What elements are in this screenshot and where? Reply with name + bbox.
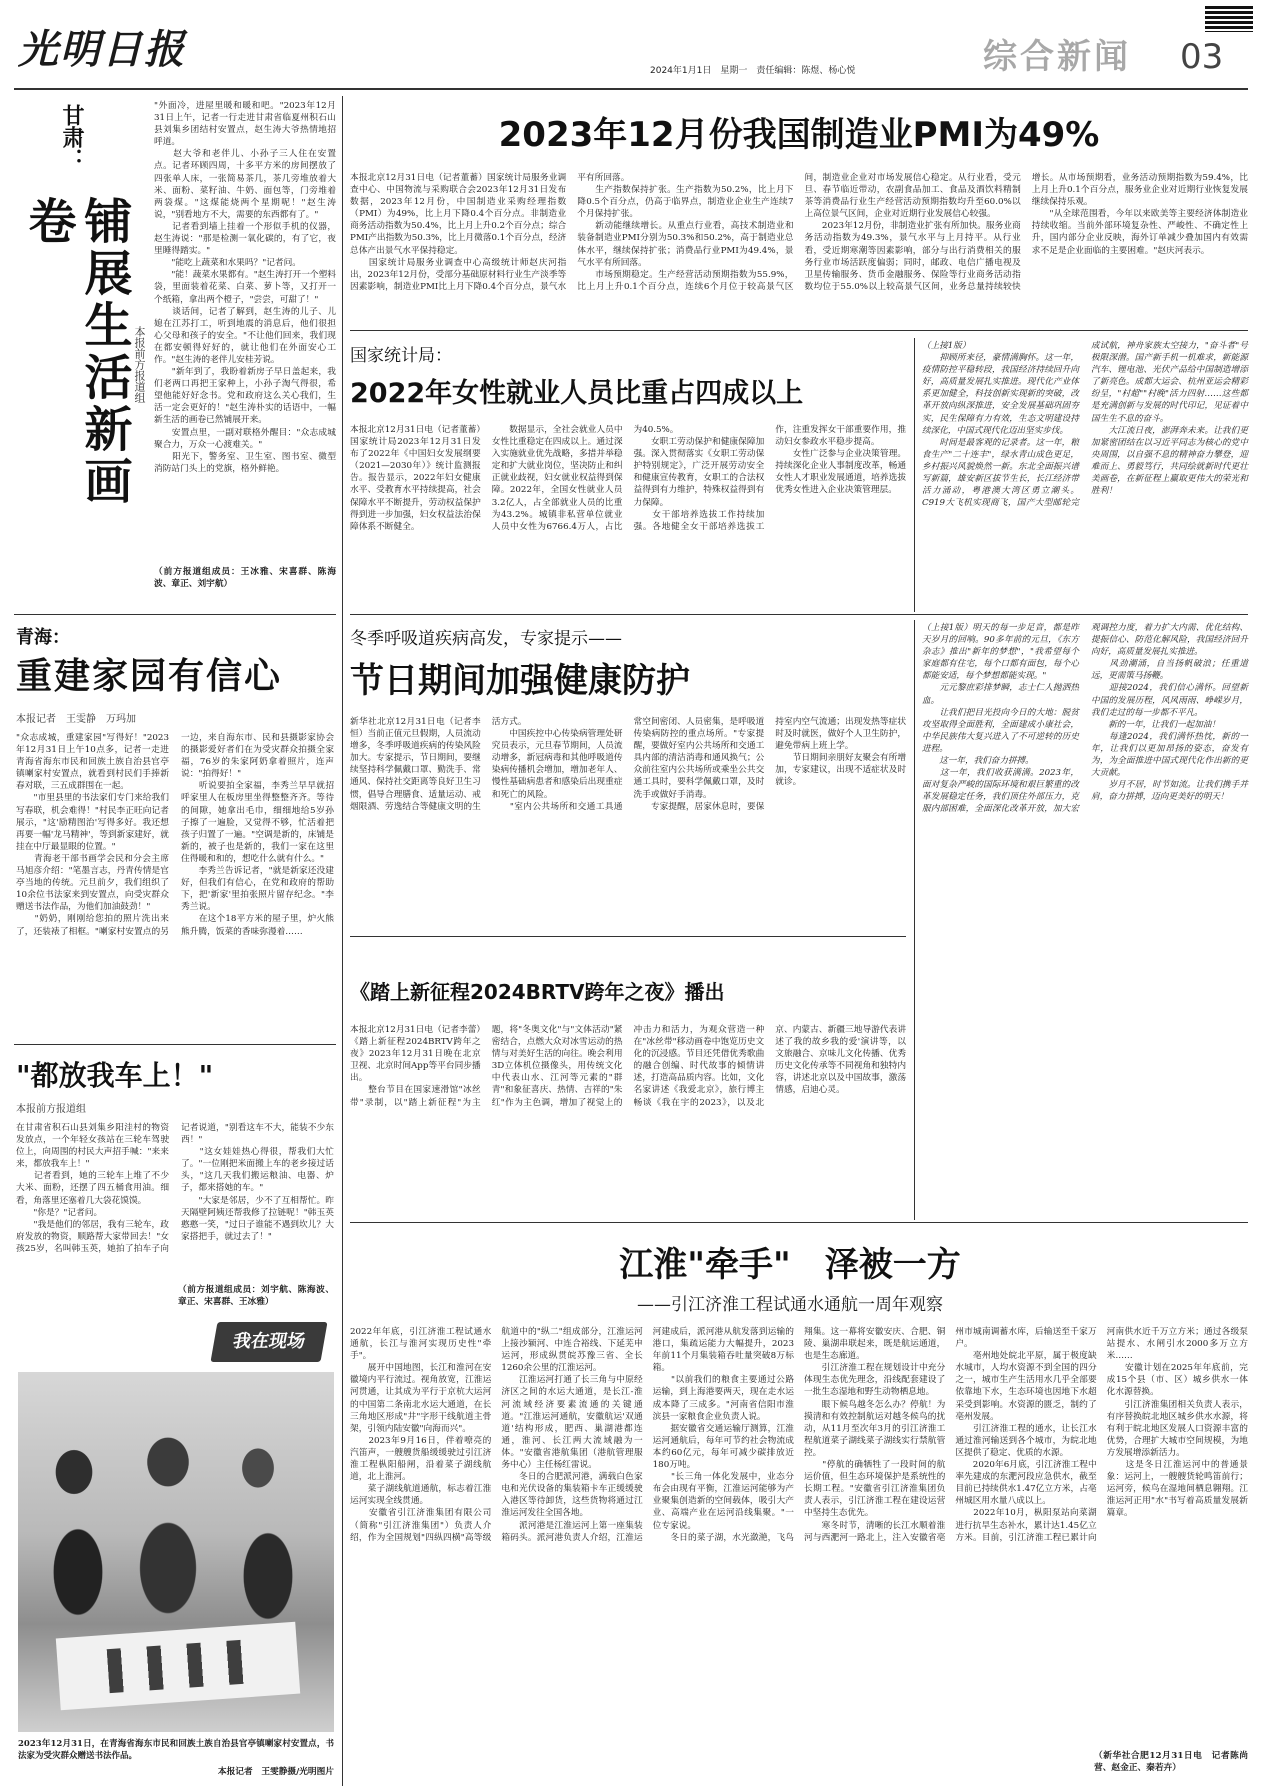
women-kicker: 国家统计局： bbox=[350, 346, 452, 366]
gansu-headline: 铺展生活新画卷 bbox=[20, 196, 132, 508]
main-divider-4 bbox=[350, 1222, 1248, 1223]
gansu-region-label: 甘肃： bbox=[59, 104, 84, 170]
bus-article bbox=[14, 1050, 336, 1320]
vertical-divider-left bbox=[342, 96, 343, 1786]
bus-byline: 本报前方报道组 bbox=[16, 1104, 86, 1115]
editorial-body: （上接1版） 抑顾所来径，豪情满胸怀。这一年，疫情防控平稳转段，我国经济持续回升向好，高质量发展扎实推进。现代化产业体系更加健全，科技创新实现新的突破，改革开放向纵深推进，安全发展基础巩固夯实，民生保障有力有效，生态文明建设持续深化，中国式现代化迈出坚实步伐。 时间是最客观的记录者。这一年，粮食生产"二十连丰"，绿水青山成色更足，乡村振兴风貌焕然一新。东北全面振兴谱写新篇，雄安新区拔节生长，长江经济带活力涌动，粤港澳大湾区勇立潮头。C919大飞机实现商飞，国产大型邮轮完成试航，神舟家族太空接力，"奋斗者"号极限深潜。国产新手机一机难求，新能源汽车、锂电池、光伏产品给中国制造增添了新亮色。成都大运会、杭州亚运会精彩纷呈，"村超""村晚"活力四射……这些都是充满创新与发展的时代印记，见证着中国生生不息的奋斗。 大江流日夜，澎湃奔未来。让我们更加紧密团结在以习近平同志为核心的党中央周围，以自强不息的精神奋力攀登，迎难而上、勇毅笃行，共同绘就新时代更壮美画卷，在新征程上赢取更伟大的荣光和胜利！ bbox=[922, 341, 1248, 509]
qinghai-headline: 重建家园有信心 bbox=[16, 656, 283, 697]
editorial-divider-v1 bbox=[914, 338, 915, 612]
newspaper-logo: 光明日报 bbox=[18, 26, 186, 73]
gansu-credit: （前方报道组成员：王冰雅、宋喜群、陈海波、章正、刘宇航） bbox=[154, 567, 336, 590]
qinghai-body: "众志成城，重建家园"写得好！"2023年12月31日上午10点多，记者一走进青海省海东市民和回族土族自治县官亭镇喇家村安置点，就看到村民们手捧新春对联，三五成群围在一起。 "市里县里的书法家们专门来给我们写春联，机会难得！"村民李正旺向记者展示，"这'励精图治'写得多好。我还想再要一幅'龙马精神'，等到新家建好，就挂在中厅最显眼的位置。" 青海老干部书画学会民和分会主席马旭彦介绍："笔墨言志，丹青传情是官亭当地的传统。元旦前夕，我们组织了10余位书法家来到安置点，向受灾群众赠送书法作品，为他们加油鼓劲！" "奶奶，刚刚给您拍的照片洗出来了，还装裱了相框。"喇家村安置点的另一边，来自海东市、民和县摄影家协会的摄影爱好者们在为受灾群众拍摄全家福，76岁的朱家阿奶拿着照片，连声说："拍得好！" 听说要拍全家福，李秀兰早早就招呼家里人在板房里坐得整整齐齐。等待的间隙，她拿出毛巾，细细地给5岁孙子擦了一遍脸，又觉得不够，忙活着把孩子归置了一遍。"空调是新的，床铺是新的，被子也是新的，我们一家在这里住得暖和和的，想吃什么就有什么。" 李秀兰告诉记者，"就是新家还没建好，但我们有信心，在党和政府的帮助下，把'新家'里拍张照片留存纪念。"李秀兰说。 在这个18平方米的屋子里，炉火熊熊升腾，饭菜的香味弥漫着…… bbox=[16, 733, 334, 937]
gansu-byline: 本报前方报道组 bbox=[133, 326, 146, 403]
editorial-divider-v2 bbox=[914, 620, 915, 1220]
gala-body: 本报北京12月31日电（记者李蕾）《踏上新征程2024BRTV跨年之夜》2023年12月31日晚在北京卫视、北京时间App等平台同步播出。 整台节目在国家速滑馆"冰丝带"录制，以"踏上新征程"为主题，将"冬奥文化"与"文体活动"紧密结合，点燃大众对冰雪运动的热情与对美好生活的向往。晚会利用3D立体机位摄像头，用传统文化中代表山水、江河等元素的"群青"和象征喜庆、热情、吉祥的"朱红"作为主色调，增加了视觉上的冲击力和活力，为观众营造一种在"冰丝带"移动画卷中饱览历史文化的沉浸感。节目还凭借优秀歌曲的融合创编、时代故事的倾情讲述，打造高品质内容。比如，文化名家讲述《我爱北京》，旅行博主畅谈《我在宇的2023》，以及北京、内蒙古、新疆三地导游代表讲述了我的故乡我的爱'演讲等，以文旅融合、京味儿文化传播、优秀历史文化传承等不同视角和独特内容，讲述北京以及中国故事，激荡情感，启迪心灵。 bbox=[350, 1025, 906, 1108]
gansu-article bbox=[14, 96, 336, 608]
gansu-body: "外面冷，进屋里暖和暖和吧。"2023年12月31日上午，记者一行走进甘肃省临夏州积石山县刘集乡团结村安置点，赵生涛大爷热情地招呼道。 赵大爷和老伴儿、小孙子三人住在安置点。记者环顾四周，十多平方米的房间摆放了四张单人床，一张简易茶几，茶几旁堆放着大米、面粉、菜籽油、牛奶、面包等，门旁堆着两袋煤。"这煤能烧两个星期呢！"赵生涛说，"别看地方不大，需要的东西都有了。" 记者看到墙上挂着一个形似手机的仪器，赵生涛说："那是检测一氧化碳的，有了它，夜里睡得踏实。" "能吃上蔬菜和水果吗？"记者问。 "能！蔬菜水果都有。"赵生涛打开一个塑料袋，里面装着花菜、白菜、萝卜等，又打开一个纸箱，拿出两个橙子，"尝尝，可甜了！" 谈话间，记者了解到，赵生涛的儿子、儿媳在江苏打工，听到地震的消息后，他们很担心父母和孩子的安全。"不让他们回来，我们现在都安顿得好好的，就让他们在外面安心工作。"赵生涛的老伴儿安桂芳说。 "新年到了，我盼着新房子早日盖起来，我们老两口再把王家种上，小孙子淘气得很，希望他能好好念书。党和政府这么关心我们，生活一定会更好的！"赵生涛朴实的话语中，一幅新生活的画卷已然铺展开来。 安置点里，一副对联格外醒目："众志成城聚合力，万众一心渡难关。" 阳光下，警务室、卫生室、图书室、微型消防站门头上的党旗，格外鲜艳。 bbox=[154, 101, 336, 474]
qinghai-article bbox=[14, 620, 336, 1040]
masthead-date-line: 2024年1月1日 星期一 责任编辑：陈煜、杨心悦 bbox=[650, 66, 856, 76]
pmi-article bbox=[350, 96, 1248, 326]
canal-credit: （新华社合肥12月31日电 记者陈尚营、赵金正、秦若卉） bbox=[1094, 1751, 1248, 1774]
scene-photo bbox=[18, 1372, 334, 1732]
qinghai-region-label: 青海： bbox=[16, 627, 70, 648]
section-title: 综合新闻 bbox=[983, 37, 1131, 77]
scene-badge bbox=[210, 1322, 327, 1362]
left-divider-1 bbox=[14, 614, 336, 615]
pmi-headline: 2023年12月份我国制造业PMI为49% bbox=[498, 115, 1100, 155]
canal-body: 2022年年底，引江济淮工程试通水通航，长江与淮河实现历史性"牵手"。 展开中国地图，长江和淮河在安徽境内平行流过。视角放宽，江淮运河贯通，让其成为平行于京杭大运河的中国第二条南北水运大通道，在长三角地区形成"井"字形干线航道主骨架，引领内陆安徽"向海而兴"。 2023年9月16日，伴着嘹亮的汽笛声，一艘艘货船缓缓驶过引江济淮工程枞阳船闸，沿着菜子湖线航道，北上淮河。 菜子湖线航道通航，标志着江淮运河实现全线贯通。 安徽省引江济淮集团有限公司（简称"引江济淮集团"）负责人介绍，作为全国规划"四纵四横"高等级航道中的"纵二"组成部分，江淮运河上接沙颍河、中连合裕线、下延芜申运河，形成纵贯皖苏豫三省、全长1260余公里的江淮运河。 江淮运河打通了长三角与中原经济区之间的水运大通道，是长江-淮河流域经济要素流通的关键通道。"江淮运河通航，安徽航运'双通道'结构形成，肥西、巢湖港都连通，淮河、长江两大流域融为一体。"安徽省港航集团（港航管理服务中心）主任杨红雷说。 冬日的合肥派河港，满载白色家电和光伏设备的集装箱卡车正缓缓驶入港区等待卸货，这些货物将通过江淮运河发往全国各地。 派河港是江淮运河上第一座集装箱码头。派河港负责人介绍，江淮运河建成后，派河港从航发落到运输的港口，集疏运能力大幅提升，2023年前11个月集装箱吞吐量突破8万标箱。 "以前我们的粮食主要通过公路运输，到上海港要两天，现在走水运成本降了三成多。"河南省信阳市淮滨县一家粮食企业负责人说。 据安徽省交通运输厅测算，江淮运河通航后，每年可节约社会物流成本约60亿元，每年可减少碳排放近180万吨。 "长三角一体化发展中，业态分布会由现有平衡，江淮运河能够为产业聚集创造新的空间载体，吸引大产业、高端产业在运河沿线集聚。"一位专家说。 冬日的菜子湖，水光潋滟，飞鸟翔集。这一幕将安徽安庆、合肥、铜陵、巢湖串联起来，既是航运通道，也是生态廊道。 引江济淮工程在规划设计中充分体现生态优先理念，沿线配套建设了一批生态湿地和野生动物栖息地。 眼下候鸟越冬怎么办？停航！为摸清和有效控制航运对越冬候鸟的扰动，从11月至次年3月的引江济淮工程航道菜子湖线菜子湖线实行禁航管控。 "停航的确牺牲了一段时间的航运价值，但生态环境保护是系统性的长期工程。"安徽省引江济淮集团负责人表示，引江济淮工程在建设运营中坚持生态优先。 寒冬时节，清晰的长江水顺着淮河与西淝河一路北上，注入安徽省亳州市城南调蓄水库，后输送至千家万户。 亳州地处皖北平原，属于极度缺水城市，人均水资源不到全国的四分之一，城市生产生活用水几乎全部要依靠地下水，生态环境也因地下水超采受到影响。水资源的匮乏，制约了亳州发展。 引江济淮工程的通水，让长江水通过淮河输送到各个城市，为皖北地区提供了稳定、优质的水源。 2020年6月底，引江济淮工程中率先建成的东淝河段应急供水，截至目前已持续供水1.47亿立方米，占亳州城区用水量八成以上。 2022年10月，枞阳泵站向菜湖进行抗旱生态补水，累计达1.45亿立方米。目前，引江济淮工程已累计向河南供水近千万立方米；通过各级泵站提水、水闸引水2000多万立方米…… 安徽计划在2025年年底前，完成15个县（市、区）城乡供水一体化水源替换。 引江济淮集团相关负责人表示，有序替换皖北地区城乡供水水源，将有利于皖北地区发展人口资源丰富的优势，合理扩大城市空间规模，为地方发展增添新活力。 这是冬日江淮运河中的普通景象：运河上，一艘艘货轮鸣笛前行；运河旁，候鸟在湿地间栖息翱翔。江淮运河正用"水"书写着高质量发展新篇章。 bbox=[350, 1327, 1248, 1543]
health-headline: 节日期间加强健康防护 bbox=[350, 661, 690, 701]
qinghai-byline: 本报记者 王雯静 万玛加 bbox=[16, 714, 136, 725]
bus-credit: （前方报道组成员：刘宇航、陈海波、章正、宋喜群、王冰雅） bbox=[178, 1285, 334, 1308]
main-divider-1 bbox=[350, 330, 1248, 331]
health-article bbox=[350, 620, 906, 930]
corner-bars bbox=[1205, 6, 1253, 32]
bus-body: 在甘肃省积石山县刘集乡阳洼村的物资发放点，一个年轻女孩站在三轮车驾驶位上，向周围的村民大声招手喊："来来来，都放我车上！" 记者看到，她的三轮车上堆了不少大米、面粉，还摆了四五桶食用油。细看，角落里还塞着几大袋花馍馍。 "你是？"记者问。 "我是他们的邻居，我有三轮车，政府发放的物资，顺路帮大家带回去！"女孩25岁，名叫韩玉英，她拍了拍车子向记者说道，"别看这车不大，能装不少东西！" "这女娃娃热心得很，帮我们大忙了。"一位刚把米面搬上车的老乡接过话头，"这几天我们搬运粮油、电器、炉子，都来搭她的车。" "大家是邻居，少不了互相帮忙。昨天隔壁阿姨还帮我修了拉链呢！"韩玉英憨憨一笑，"过日子谁能不遇到坎儿？大家搭把手，就过去了！" bbox=[16, 1123, 334, 1254]
scene-credit: 本报记者 王雯静摄/光明图片 bbox=[217, 1767, 334, 1777]
page-number: 03 bbox=[1180, 37, 1224, 77]
pmi-body: 本报北京12月31日电（记者董蓄）国家统计局服务业调查中心、中国物流与采购联合会2023年12月31日发布数据，2023年12月份，中国制造业采购经理指数（PMI）为49%，比上月下降0.4个百分点。非制造业商务活动指数为50.4%，比上月上升0.2个百分点；综合PMI产出指数为50.3%，比上月微落0.1个百分点，经济总体产出景气水平保持稳定。 国家统计局服务业调查中心高级统计师赵庆河指出，2023年12月份，受部分基础原材料行业生产淡季等因素影响，制造业PMI比上月下降0.4个百分点，景气水平有所回落。 生产指数保持扩张。生产指数为50.2%，比上月下降0.5个百分点，仍高于临界点，制造业企业生产连续7个月保持扩张。 新动能继续增长。从重点行业看，高技术制造业和装备制造业PMI分别为50.3%和50.2%，高于制造业总体水平，继续保持扩张；消费品行业PMI为49.4%，景气水平有所回落。 市场预期稳定。生产经营活动预期指数为55.9%，比上月上升0.1个百分点，连续6个月位于较高景气区间，制造业企业对市场发展信心稳定。从行业看，受元旦、春节临近带动，农副食品加工、食品及酒饮料精制茶等消费品行业生产经营活动预期指数均升至60.0%以上高位景气区间，企业对近期行业发展信心较强。 2023年12月份，非制造业扩张有所加快。服务业商务活动指数为49.3%，景气水平与上月持平。从行业看，受近期寒潮等因素影响，部分与出行消费相关的服务行业市场活跃度偏弱；同时，邮政、电信广播电视及卫星传输服务、货币金融服务、保险等行业商务活动指数均位于55.0%以上较高景气区间，业务总量持续较快增长。从市场预期看，业务活动预期指数为59.4%，比上月上升0.1个百分点，服务业企业对近期行业恢复发展继续保持乐观。 "从全球范围看，今年以来欧美等主要经济体制造业持续收缩。当前外部环境复杂性、严峻性、不确定性上升，国内部分企业反映，海外订单减少叠加国内有效需求不足是企业面临的主要困难。"赵庆河表示。 bbox=[350, 173, 1248, 292]
women-body: 本报北京12月31日电（记者董蓄）国家统计局2023年12月31日发布了2022年《中国妇女发展纲要（2021—2030年）》统计监测报告。报告显示，2022年妇女健康水平、受教育水平持续提高，社会保障水平不断提升，劳动权益保护得到进一步加强，妇女权益法治保障体系不断健全。 数据显示，全社会就业人员中女性比重稳定在四成以上。通过深入实施就业优先战略，多措并举稳定和扩大就业岗位，坚决防止和纠正就业歧视，妇女就业权益得到保障。2022年，全国女性就业人员3.2亿人，占全部就业人员的比重为43.2%。城镇非私营单位就业人员中女性为6766.4万人，占比为40.5%。 女职工劳动保护和健康保障加强。深入贯彻落实《女职工劳动保护特别规定》，广泛开展劳动安全和健康宣传教育，女职工的合法权益得到有力维护，特殊权益得到有力保障。 女干部培养选拔工作持续加强。各地健全女干部培养选拔工作，注重发挥女干部重要作用，推动妇女参政水平稳步提高。 女性广泛参与企业决策管理。持续深化企业人事制度改革，畅通女性人才职业发展通道，培养选拔优秀女性进入企业决策管理层。 bbox=[350, 425, 906, 532]
masthead bbox=[0, 0, 1262, 92]
health-body: 新华社北京12月31日电（记者李恒）当前正值元旦假期，人员流动增多，冬季呼吸道疾病的传染风险加大。专家提示，节日期间，要继续坚持科学佩戴口罩、勤洗手、常通风、保持社交距离等良好卫生习惯，倡导合理膳食、适量运动、戒烟限酒、劳逸结合等健康文明的生活方式。 中国疾控中心传染病管理处研究员表示，元旦春节期间，人员流动增多，新冠病毒和其他呼吸道传染病传播机会增加，增加老年人、慢性基础病患者和感染后出现重症和死亡的风险。 "室内公共场所和交通工具通常空间密闭、人员密集，是呼吸道传染病防控的重点场所。"专家提醒，要做好室内公共场所和交通工具内部的清洁消毒和通风换气；公众前往室内公共场所或乘坐公共交通工具时，要科学佩戴口罩，及时洗手或做好手消毒。 专家提醒，居家休息时，要保持室内空气流通；出现发热等症状时及时就医，做好个人卫生防护，避免带病上班上学。 节日期间亲朋好友聚会有所增加，专家建议，出现不适症状及时就诊。 bbox=[350, 717, 906, 812]
left-divider-2 bbox=[14, 1044, 336, 1045]
gala-headline: 《踏上新征程2024BRTV跨年之夜》播出 bbox=[350, 980, 725, 1004]
women-headline: 2022年女性就业人员比重占四成以上 bbox=[350, 378, 804, 409]
canal-article bbox=[350, 1228, 1248, 1784]
bus-headline: "都放我车上！" bbox=[16, 1059, 214, 1092]
health-kicker: 冬季呼吸道疾病高发，专家提示—— bbox=[350, 629, 622, 649]
scene-caption: 2023年12月31日，在青海省海东市民和回族土族自治县官亭镇喇家村安置点，书法家为受灾群众赠送书法作品。 bbox=[18, 1739, 334, 1762]
women-article bbox=[350, 338, 906, 608]
editorial2-body: （上接1版）明天的每一步足音，都是昨天岁月的回响。90多年前的元旦，《东方杂志》推出"新年的梦想"，"我希望每个家庭都有住宅，每个口都有面包，每个心都能安适，每个梦想都能实现。" 元元黎庶彩排梦瞬，志士仁人抛洒热血。 让我们把目光投向今日的大地：脱贫攻坚取得全面胜利，全面建成小康社会，中华民族伟大复兴进入了不可逆转的历史进程。 这一年，我们奋力拼搏。 这一年，我们收获满满。2023年，面对复杂严峻的国际环境和艰巨繁重的改革发展稳定任务，我们顶住外部压力，克服内部困难，全面深化改革开放，加大宏观调控力度，着力扩大内需、优化结构、提振信心、防范化解风险，我国经济回升向好，高质量发展扎实推进。 风劲潮涌，自当扬帆破浪；任重道远，更需策马扬鞭。 迎接2024，我们信心满怀。回望新中国的发展历程，风风雨雨、峥嵘岁月，我们走过的每一步都不平凡。 新的一年，让我们一起加油！ 每逢2024，我们满怀热忱，新的一年，让我们以更加昂扬的姿态，奋发有为，为全面推进中国式现代化作出新的更大贡献。 岁月不居，时节如流。让我们携手并肩，奋力拼搏，迈向更美好的明天！ bbox=[922, 623, 1248, 815]
gala-article bbox=[350, 944, 906, 1214]
canal-headline: 江淮"牵手" 泽被一方 bbox=[619, 1245, 961, 1285]
main-divider-2 bbox=[350, 614, 1248, 615]
main-divider-3 bbox=[350, 936, 906, 937]
scene-badge-text: 我在现场 bbox=[231, 1331, 307, 1352]
canal-subhead: ——引江济淮工程试通水通航一周年观察 bbox=[637, 1295, 943, 1315]
masthead-divider bbox=[14, 88, 1248, 90]
